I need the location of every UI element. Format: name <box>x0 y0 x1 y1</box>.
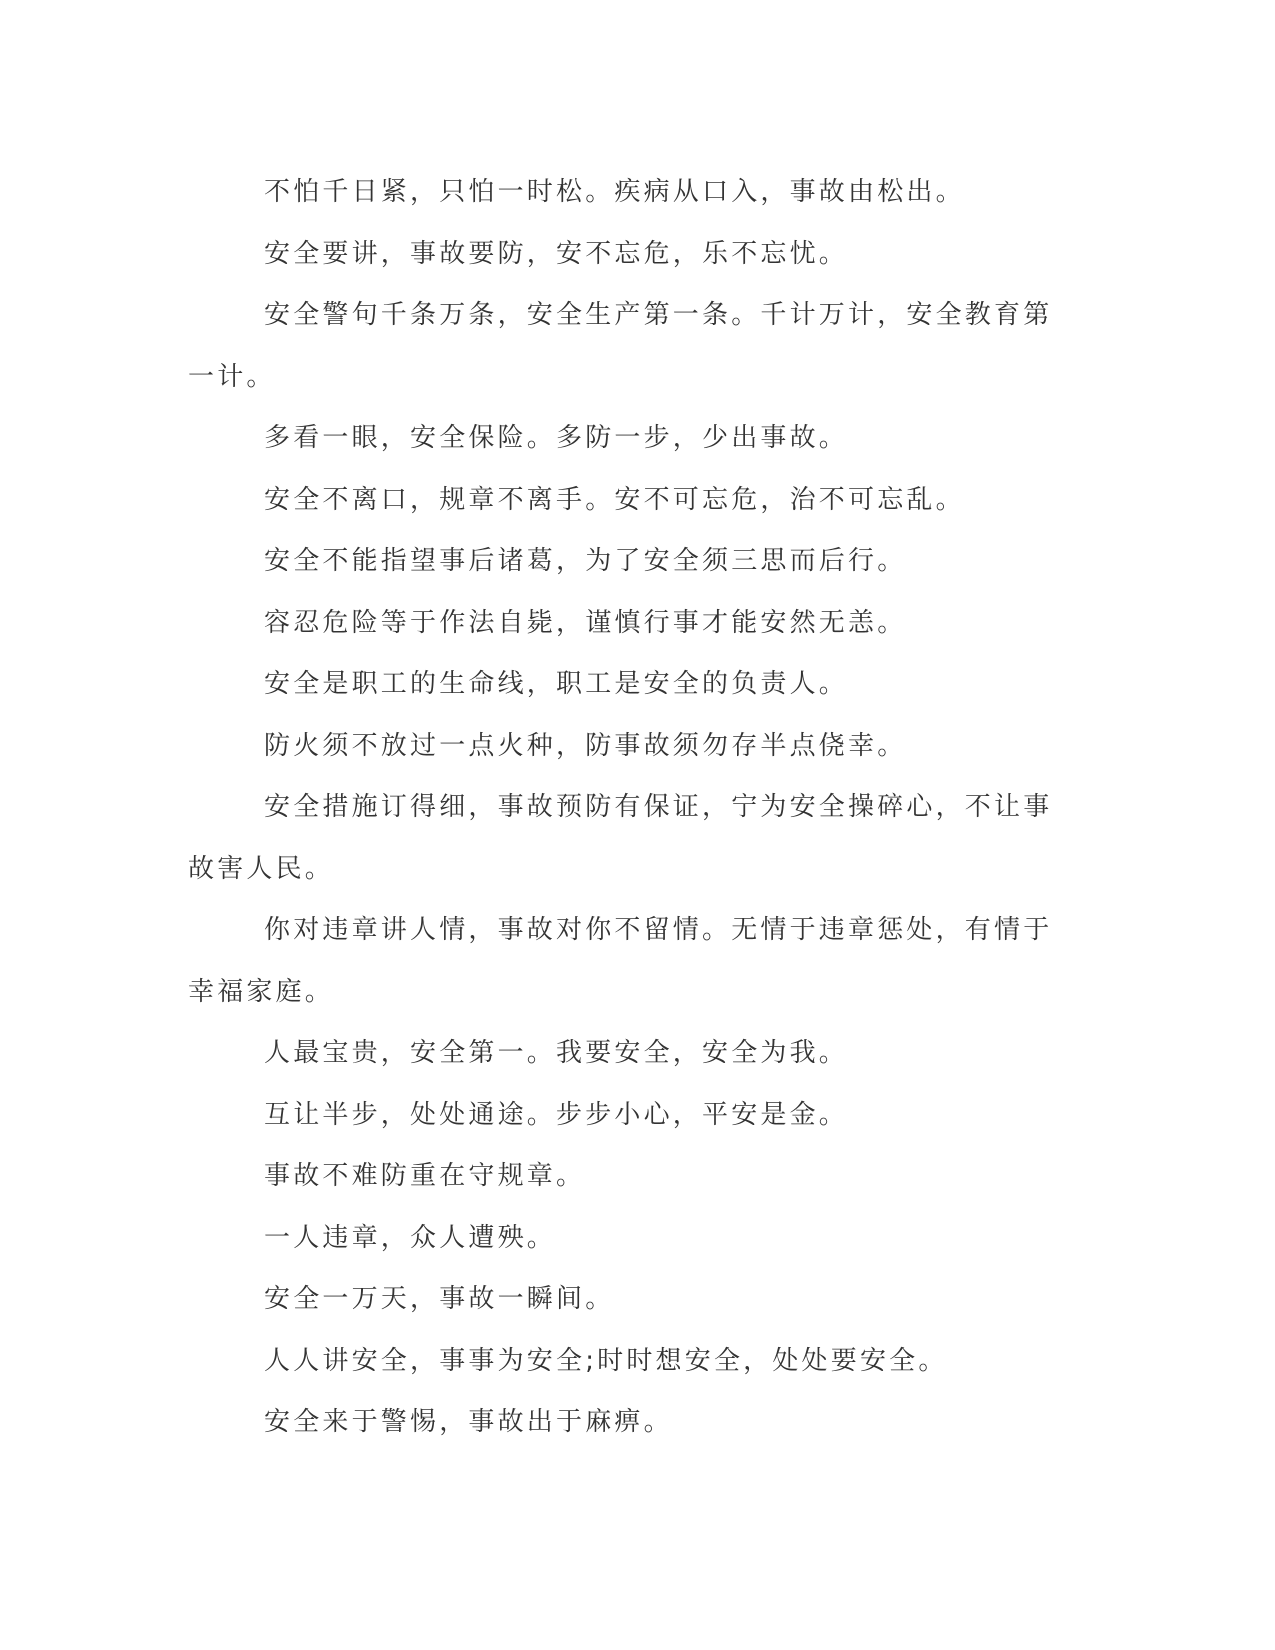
paragraph: 安全要讲，事故要防，安不忘危，乐不忘忧。 <box>264 238 849 269</box>
paragraph: 互让半步，处处通途。步步小心，平安是金。 <box>264 1099 849 1130</box>
paragraph: 事故不难防重在守规章。 <box>264 1161 586 1191</box>
paragraph: 安全措施订得细，事故预防有保证，宁为安全操碎心，不让事故害人民。 <box>188 792 1053 884</box>
paragraph: 安全一万天，事故一瞬间。 <box>264 1284 615 1314</box>
paragraph: 安全不离口，规章不离手。安不可忘危，治不可忘乱。 <box>264 484 965 515</box>
paragraph: 安全不能指望事后诸葛，为了安全须三思而后行。 <box>264 546 907 576</box>
paragraph: 安全来于警惕，事故出于麻痹。 <box>264 1407 673 1437</box>
paragraph: 安全警句千条万条，安全生产第一条。千计万计，安全教育第一计。 <box>188 300 1053 392</box>
paragraph: 不怕千日紧，只怕一时松。疾病从口入，事故由松出。 <box>264 177 965 207</box>
paragraph: 一人违章，众人遭殃。 <box>264 1222 557 1253</box>
paragraph: 容忍危险等于作法自毙，谨慎行事才能安然无恙。 <box>264 607 907 638</box>
document-body <box>188 162 1068 1454</box>
paragraph: 你对违章讲人情，事故对你不留情。无情于违章惩处，有情于幸福家庭。 <box>188 915 1053 1007</box>
paragraph: 防火须不放过一点火种，防事故须勿存半点侥幸。 <box>264 730 907 761</box>
paragraph: 多看一眼，安全保险。多防一步，少出事故。 <box>264 423 849 453</box>
paragraph: 人最宝贵，安全第一。我要安全，安全为我。 <box>264 1038 849 1068</box>
paragraph: 安全是职工的生命线，职工是安全的负责人。 <box>264 669 849 699</box>
paragraph: 人人讲安全，事事为安全;时时想安全，处处要安全。 <box>264 1345 948 1376</box>
